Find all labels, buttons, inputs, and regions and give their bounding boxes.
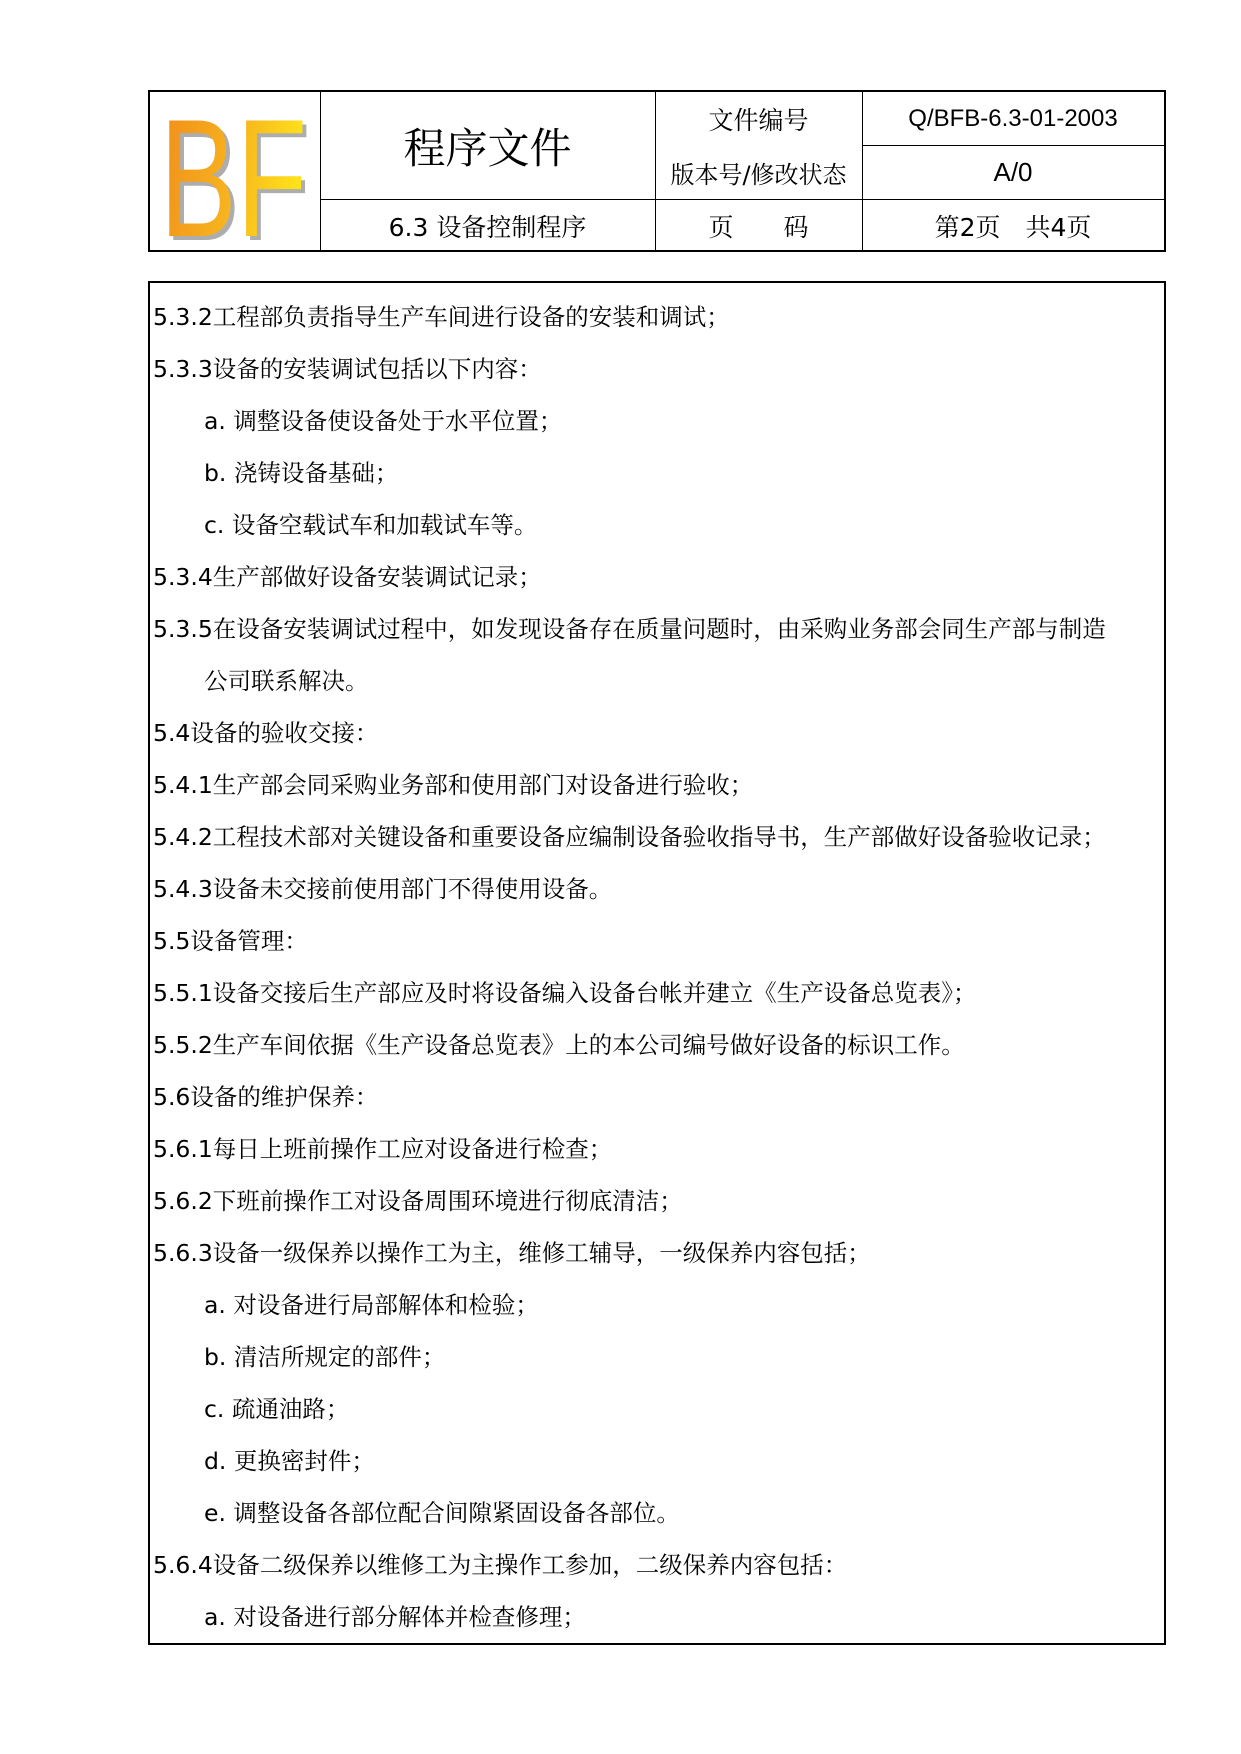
- document-body: [148, 281, 1166, 1645]
- list-item: c. 设备空载试车和加载试车等。: [204, 511, 538, 539]
- section-heading: 5.5设备管理：: [153, 927, 308, 955]
- body-line: 5.3.4生产部做好设备安装调试记录；: [153, 563, 542, 591]
- section-heading: 5.6设备的维护保养：: [153, 1083, 379, 1111]
- file-no-label: 文件编号: [708, 105, 809, 135]
- page-label: 页 码: [708, 212, 809, 242]
- logo-text: BF: [159, 96, 308, 248]
- list-item: b. 清洁所规定的部件；: [204, 1343, 446, 1371]
- body-line: 5.3.2工程部负责指导生产车间进行设备的安装和调试；: [153, 303, 730, 331]
- version-value: A/0: [993, 156, 1033, 187]
- body-line: 5.5.2生产车间依据《生产设备总览表》上的本公司编号做好设备的标识工作。: [153, 1031, 965, 1059]
- body-line: 5.4.1生产部会同采购业务部和使用部门对设备进行验收；: [153, 771, 754, 799]
- logo-shadow: BF: [163, 96, 312, 248]
- list-item: a. 对设备进行部分解体并检查修理；: [204, 1603, 586, 1631]
- body-line: 5.3.5在设备安装调试过程中，如发现设备存在质量问题时，由采购业务部会同生产部与制造: [153, 615, 1106, 643]
- list-item: a. 对设备进行局部解体和检验；: [204, 1291, 539, 1319]
- body-line: 5.5.1设备交接后生产部应及时将设备编入设备台帐并建立《生产设备总览表》；: [153, 979, 977, 1007]
- list-item: c. 疏通油路；: [204, 1395, 350, 1423]
- body-line: 5.3.3设备的安装调试包括以下内容：: [153, 355, 542, 383]
- doc-type-title: 程序文件: [403, 123, 572, 173]
- page-value: 第2页 共4页: [934, 212, 1092, 242]
- list-item: b. 浇铸设备基础；: [204, 459, 399, 487]
- section-heading: 5.4设备的验收交接：: [153, 719, 379, 747]
- body-line: 5.6.3设备一级保养以操作工为主，维修工辅导，一级保养内容包括；: [153, 1239, 871, 1267]
- company-logo: [158, 96, 316, 248]
- body-line: 5.4.2工程技术部对关键设备和重要设备应编制设备验收指导书，生产部做好设备验收记录；: [153, 823, 1106, 851]
- list-item: e. 调整设备各部位配合间隙紧固设备各部位。: [204, 1499, 680, 1527]
- file-no-value: Q/BFB-6.3-01-2003: [908, 104, 1118, 132]
- body-line: 5.6.4设备二级保养以维修工为主操作工参加，二级保养内容包括：: [153, 1551, 848, 1579]
- body-line: 5.6.1每日上班前操作工应对设备进行检查；: [153, 1135, 613, 1163]
- body-line: 5.4.3设备未交接前使用部门不得使用设备。: [153, 875, 613, 903]
- document-header-table: [148, 90, 1166, 252]
- body-line: 5.6.2下班前操作工对设备周围环境进行彻底清洁；: [153, 1187, 683, 1215]
- list-item: d. 更换密封件；: [204, 1447, 375, 1475]
- list-item: a. 调整设备使设备处于水平位置；: [204, 407, 563, 435]
- body-line-continuation: 公司联系解决。: [204, 667, 369, 695]
- procedure-title: 6.3 设备控制程序: [388, 212, 587, 242]
- version-label: 版本号/修改状态: [670, 160, 847, 189]
